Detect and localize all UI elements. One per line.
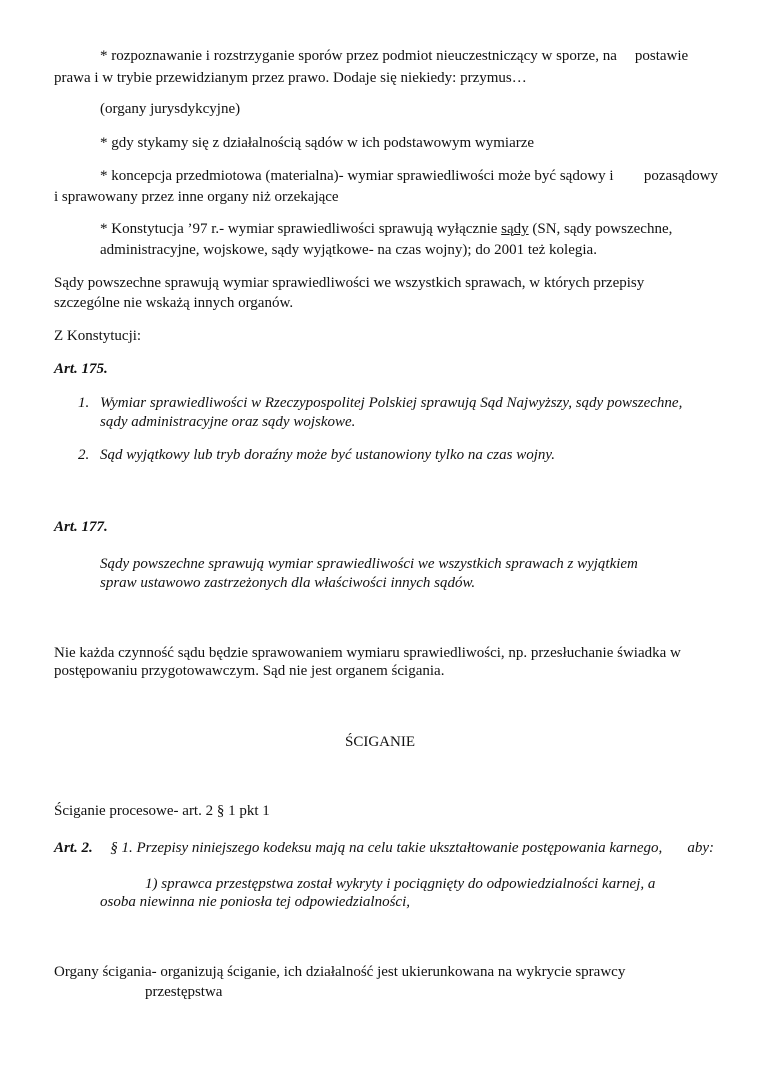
text: pozasądowy bbox=[643, 168, 718, 184]
item-text-line2: sądy administracyjne oraz sądy wojskowe. bbox=[100, 414, 356, 430]
text: * Konstytucja ’97 r.- wymiar sprawiedliwości sprawują wyłącznie bbox=[100, 221, 498, 237]
item-text-line1: Sąd wyjątkowy lub tryb doraźny może być ustanowiony tylko na czas wojny. bbox=[100, 447, 555, 463]
art177-title: Art. 177. bbox=[54, 519, 108, 535]
art175-title: Art. 175. bbox=[54, 361, 108, 377]
paragraph-court-activity-note-line1: Nie każda czynność sądu będzie sprawowaniem wymiaru sprawiedliwości, np. przesłuchanie świadka w bbox=[54, 645, 681, 661]
paragraph-jurisdictional-organs: (organy jurysdykcyjne) bbox=[100, 101, 241, 117]
item-number: 2. bbox=[78, 447, 90, 463]
text: * rozpoznawanie i rozstrzyganie sporów przez podmiot nieuczestniczący w sporze, na bbox=[100, 48, 617, 64]
art2-text: § 1. Przepisy niniejszego kodeksu mają na celu takie ukształtowanie postępowania karnego, bbox=[110, 840, 663, 856]
text: (SN, sądy powszechne, bbox=[532, 221, 673, 237]
art177-text-line1: Sądy powszechne sprawują wymiar sprawiedliwości we wszystkich sprawach z wyjątkiem bbox=[100, 556, 638, 572]
art2-point-line1: 1) sprawca przestępstwa został wykryty i pociągnięty do odpowiedzialności karnej, a bbox=[145, 876, 656, 892]
paragraph-prosecution-organs-line1: Organy ścigania- organizują ściganie, ich działalność jest ukierunkowana na wykrycie sprawcy bbox=[54, 964, 626, 980]
art2-line bbox=[54, 839, 714, 858]
paragraph-court-activity-note-line2: postępowaniu przygotowawczym. Sąd nie jest organem ścigania. bbox=[54, 663, 445, 679]
item-text-line1: Wymiar sprawiedliwości w Rzeczypospolitej Polskiej sprawują Sąd Najwyższy, sądy powszechne, bbox=[100, 395, 683, 411]
paragraph-dispute-resolution-line1 bbox=[100, 47, 688, 66]
section-heading: ŚCIGANIE bbox=[345, 734, 415, 750]
paragraph-from-constitution: Z Konstytucji: bbox=[54, 328, 142, 344]
paragraph-common-courts-line2: szczególne nie wskażą innych organów. bbox=[54, 295, 294, 311]
art175-item-2 bbox=[78, 446, 555, 465]
paragraph-subject-concept-line1 bbox=[100, 167, 718, 186]
paragraph-dispute-resolution-line2: prawa i w trybie przewidzianym przez prawo. Dodaje się niekiedy: przymus… bbox=[54, 70, 527, 86]
paragraph-constitution-line1 bbox=[100, 220, 672, 239]
text: postawie bbox=[634, 48, 689, 64]
art2-point-line2: osoba niewinna nie poniosła tej odpowiedzialności, bbox=[100, 894, 410, 910]
art2-title: Art. 2. bbox=[54, 840, 93, 856]
paragraph-court-activity: * gdy stykamy się z działalnością sądów w ich podstawowym wymiarze bbox=[100, 135, 535, 151]
art2-text-end: aby: bbox=[687, 840, 714, 856]
paragraph-constitution-line2: administracyjne, wojskowe, sądy wyjątkowe- na czas wojny); do 2001 też kolegia. bbox=[100, 242, 597, 258]
text: * koncepcja przedmiotowa (materialna)- wymiar sprawiedliwości może być sądowy i bbox=[100, 168, 614, 184]
underlined-word: sądy bbox=[501, 221, 529, 237]
paragraph-subject-concept-line2: i sprawowany przez inne organy niż orzekające bbox=[54, 189, 339, 205]
art175-item-1 bbox=[78, 394, 683, 432]
paragraph-procedural-prosecution: Ściganie procesowe- art. 2 § 1 pkt 1 bbox=[54, 803, 270, 819]
paragraph-prosecution-organs-line2: przestępstwa bbox=[145, 984, 223, 1000]
art177-text-line2: spraw ustawowo zastrzeżonych dla właściwości innych sądów. bbox=[100, 575, 476, 591]
item-number: 1. bbox=[78, 395, 90, 411]
paragraph-common-courts-line1: Sądy powszechne sprawują wymiar sprawiedliwości we wszystkich sprawach, w których przepisy bbox=[54, 275, 645, 291]
